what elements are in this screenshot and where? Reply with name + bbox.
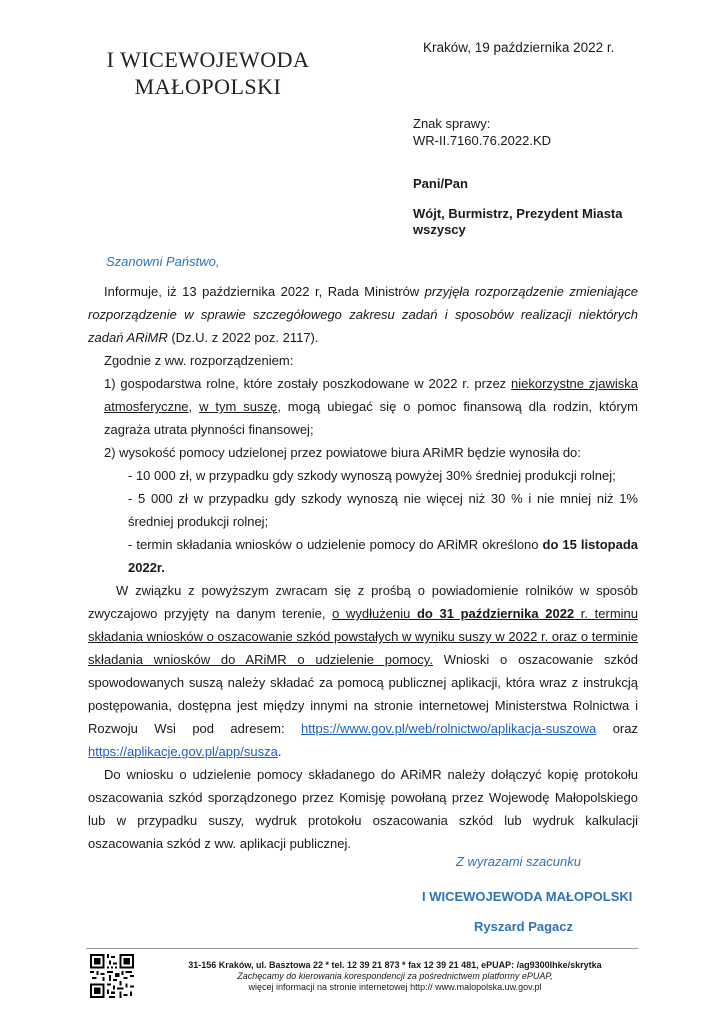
case-number: WR-II.7160.76.2022.KD	[413, 133, 552, 148]
p3-weather-phrase: niekorzystne zjawiska atmosferyczne	[104, 376, 638, 414]
case-reference	[413, 115, 551, 149]
p8-extended-date: do 31 października 2022	[416, 606, 575, 621]
footer-website: więcej informacji na stronie internetowej http:// www.malopolska.uw.gov.pl	[248, 982, 542, 992]
p8-text-a: W związku z powyższym zwracam się z prośbą o powiadomienie rolników w sposób zwyczajowo przyjęty na danym terenie,	[88, 583, 638, 621]
paragraph-point1	[88, 372, 638, 441]
p8-text-g: .	[277, 744, 282, 759]
bullet-5000: - 5 000 zł w przypadku gdy szkody wynoszą nie więcej niż 30 % i nie mniej niż 1% średniej produkcji rolnej;	[128, 491, 638, 529]
link-aplikacje-susza[interactable]: https://aplikacje.gov.pl/app/susza	[88, 744, 278, 759]
paragraph-attachment: Do wniosku o udzielenie pomocy składanego do ARiMR należy dołączyć kopię protokołu oszacowania szkód sporządzonego przez Komisję powołaną przez Wojewodę Małopolskiego lub w przypadku suszy, wydruk protokołu oszacowania szkód lub wydruk kalkulacji oszacowania szkód z ww. aplikacji publicznej.	[88, 767, 638, 851]
letter-date: Kraków, 19 października 2022 r.	[423, 40, 615, 55]
footer-divider	[86, 948, 638, 949]
p8-text-e: Wnioski o oszacowanie szkód spowodowanych suszą należy składać za pomocą publicznej aplikacji, która wraz z instrukcją postępowania, dostępna jest między innymi na stronie internetowej Ministerstwa Rolnictwa i Rozwoju Wsi pod adresem:	[88, 652, 638, 736]
recipient-line2: Wójt, Burmistrz, Prezydent Miasta	[413, 206, 623, 221]
letterhead-line2: MAŁOPOLSKI	[134, 74, 282, 99]
bullet-10000: - 10 000 zł, w przypadku gdy szkody wynoszą powyżej 30% średniej produkcji rolnej;	[128, 468, 616, 483]
footer-epuap-note: Zachęcamy do kierowania korespondencji za pośrednictwem platformy ePUAP,	[237, 971, 553, 981]
p1-text-a: Informuje, iż 13 października 2022 r, Rada Ministrów	[104, 284, 425, 299]
p1-regulation-title: przyjęła rozporządzenie zmieniające rozporządzenie w sprawie szczegółowego zakresu zadań i sposobów realizacji niektórych zadań ARiMR	[88, 284, 638, 345]
p8-text-b: o wydłużeniu	[332, 606, 417, 621]
p7-text-a: - termin składania wniosków o udzielenie pomocy do ARiMR określono	[128, 537, 543, 552]
bullet-deadline	[88, 533, 638, 579]
p3-sep: ,	[188, 399, 200, 414]
p1-text-c: (Dz.U. z 2022 poz. 2117).	[167, 330, 319, 345]
footer-address: 31-156 Kraków, ul. Basztowa 22 * tel. 12 39 21 873 * fax 12 39 21 481, ePUAP: /ag9300lhke/skrytka	[188, 960, 602, 970]
p3-text-e: , mogą ubiegać się o pomoc finansową dla rodzin, którym zagraża utrata płynności finansowej;	[104, 399, 638, 437]
footer	[150, 960, 640, 993]
signature-name: Ryszard Pagacz	[474, 919, 573, 934]
link-aplikacja-suszowa[interactable]: https://www.gov.pl/web/rolnictwo/aplikacja-suszowa	[301, 721, 597, 736]
letterhead-line1: I WICEWOJEWODA	[106, 47, 310, 72]
paragraph-request	[88, 579, 638, 763]
closing-phrase: Z wyrazami szacunku	[456, 854, 581, 869]
p7-deadline: do 15 listopada 2022r.	[128, 537, 638, 575]
recipient-block	[413, 176, 622, 238]
letterhead	[88, 46, 328, 100]
p3-drought-phrase: w tym suszę	[199, 399, 278, 414]
case-label: Znak sprawy:	[413, 116, 491, 131]
qr-code-icon	[90, 954, 134, 998]
p8-text-d: r. terminu składania wniosków o oszacowanie szkód powstałych w wyniku suszy w 2022 r. oraz o terminie składania wniosków do ARiMR o udzielenie pomocy.	[88, 606, 638, 667]
paragraph-regulation	[88, 280, 638, 349]
recipient-line1: Pani/Pan	[413, 176, 468, 191]
p8-text-f: oraz	[596, 721, 638, 736]
paragraph-point2: 2) wysokość pomocy udzielonej przez powiatowe biura ARiMR będzie wynosiła do:	[104, 445, 581, 460]
p3-text-a: 1) gospodarstwa rolne, które zostały poszkodowane w 2022 r. przez	[104, 376, 512, 391]
letter-body	[88, 280, 638, 855]
salutation: Szanowni Państwo,	[106, 254, 220, 269]
paragraph-accordingly: Zgodnie z ww. rozporządzeniem:	[104, 353, 294, 368]
signature-title: I WICEWOJEWODA MAŁOPOLSKI	[422, 889, 633, 904]
recipient-line3: wszyscy	[413, 222, 466, 237]
